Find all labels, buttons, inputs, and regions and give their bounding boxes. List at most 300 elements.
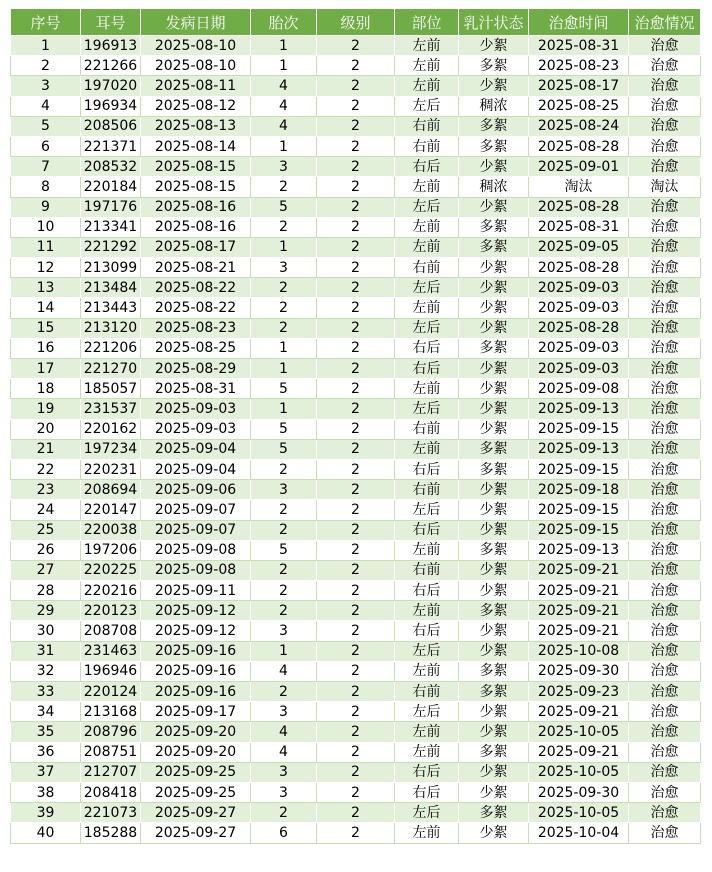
cell-grade: 2 — [317, 661, 395, 681]
table-row — [11, 742, 701, 762]
cell-outcome: 淘汰 — [629, 177, 701, 197]
table-row — [11, 116, 701, 136]
cell-onset-date: 2025-09-16 — [141, 661, 251, 681]
cell-parity: 1 — [251, 56, 317, 76]
cell-onset-date: 2025-08-11 — [141, 76, 251, 96]
cell-outcome: 治愈 — [629, 136, 701, 156]
cell-index: 27 — [11, 560, 81, 580]
table-row — [11, 520, 701, 540]
cell-index: 10 — [11, 217, 81, 237]
cell-onset-date: 2025-09-03 — [141, 419, 251, 439]
table-row — [11, 722, 701, 742]
cell-onset-date: 2025-09-08 — [141, 560, 251, 580]
cell-onset-date: 2025-08-31 — [141, 379, 251, 399]
cell-parity: 2 — [251, 581, 317, 601]
cell-parity: 5 — [251, 379, 317, 399]
cell-milk-state: 少絮 — [459, 762, 529, 782]
cell-onset-date: 2025-08-25 — [141, 338, 251, 358]
cell-quarter: 左前 — [395, 76, 459, 96]
cell-cure-date: 2025-08-17 — [529, 76, 629, 96]
cell-onset-date: 2025-08-15 — [141, 177, 251, 197]
cell-parity: 1 — [251, 359, 317, 379]
cell-index: 40 — [11, 823, 81, 843]
cell-grade: 2 — [317, 803, 395, 823]
cell-cure-date: 2025-09-21 — [529, 601, 629, 621]
cell-ear-id: 213443 — [81, 298, 141, 318]
cell-parity: 2 — [251, 177, 317, 197]
cell-index: 28 — [11, 581, 81, 601]
cell-cure-date: 2025-09-15 — [529, 520, 629, 540]
cell-outcome: 治愈 — [629, 722, 701, 742]
cell-milk-state: 多絮 — [459, 217, 529, 237]
cell-ear-id: 196934 — [81, 96, 141, 116]
cell-milk-state: 少絮 — [459, 278, 529, 298]
cell-outcome: 治愈 — [629, 439, 701, 459]
cell-parity: 4 — [251, 722, 317, 742]
table-row — [11, 278, 701, 298]
table-row — [11, 500, 701, 520]
cell-parity: 4 — [251, 742, 317, 762]
cell-grade: 2 — [317, 56, 395, 76]
cell-onset-date: 2025-08-23 — [141, 318, 251, 338]
cell-ear-id: 220231 — [81, 459, 141, 479]
cell-ear-id: 185288 — [81, 823, 141, 843]
cell-index: 11 — [11, 237, 81, 257]
cell-ear-id: 212707 — [81, 762, 141, 782]
cell-outcome: 治愈 — [629, 399, 701, 419]
cell-cure-date: 2025-09-15 — [529, 419, 629, 439]
cell-parity: 3 — [251, 621, 317, 641]
table-row — [11, 56, 701, 76]
table-row — [11, 379, 701, 399]
cell-cure-date: 2025-09-15 — [529, 459, 629, 479]
table-row — [11, 540, 701, 560]
cell-quarter: 左后 — [395, 641, 459, 661]
cell-milk-state: 多絮 — [459, 136, 529, 156]
header-cell-grade: 级别 — [317, 9, 395, 36]
cell-onset-date: 2025-09-06 — [141, 480, 251, 500]
cell-parity: 1 — [251, 36, 317, 56]
cell-milk-state: 多絮 — [459, 682, 529, 702]
table-row — [11, 762, 701, 782]
cell-milk-state: 少絮 — [459, 197, 529, 217]
cell-cure-date: 2025-09-08 — [529, 379, 629, 399]
cell-index: 36 — [11, 742, 81, 762]
cell-milk-state: 多絮 — [459, 803, 529, 823]
cell-parity: 2 — [251, 459, 317, 479]
cell-grade: 2 — [317, 237, 395, 257]
cell-cure-date: 2025-08-24 — [529, 116, 629, 136]
cell-milk-state: 少絮 — [459, 157, 529, 177]
cell-parity: 3 — [251, 258, 317, 278]
cell-cure-date: 2025-09-18 — [529, 480, 629, 500]
cell-ear-id: 208532 — [81, 157, 141, 177]
cell-index: 6 — [11, 136, 81, 156]
cell-onset-date: 2025-09-16 — [141, 682, 251, 702]
cell-cure-date: 2025-10-05 — [529, 803, 629, 823]
cell-parity: 4 — [251, 96, 317, 116]
cell-quarter: 右前 — [395, 258, 459, 278]
cell-grade: 2 — [317, 399, 395, 419]
cell-cure-date: 2025-09-21 — [529, 581, 629, 601]
cell-ear-id: 221266 — [81, 56, 141, 76]
cell-milk-state: 少絮 — [459, 419, 529, 439]
cell-outcome: 治愈 — [629, 661, 701, 681]
cell-milk-state: 多絮 — [459, 56, 529, 76]
cell-quarter: 左前 — [395, 298, 459, 318]
cell-cure-date: 2025-09-13 — [529, 399, 629, 419]
cell-grade: 2 — [317, 318, 395, 338]
cell-ear-id: 221270 — [81, 359, 141, 379]
cell-parity: 5 — [251, 439, 317, 459]
cell-cure-date: 2025-09-13 — [529, 439, 629, 459]
cell-index: 21 — [11, 439, 81, 459]
cell-grade: 2 — [317, 540, 395, 560]
cell-milk-state: 稠浓 — [459, 96, 529, 116]
cell-parity: 5 — [251, 419, 317, 439]
cell-quarter: 左前 — [395, 722, 459, 742]
table-row — [11, 621, 701, 641]
table-row — [11, 157, 701, 177]
cell-index: 37 — [11, 762, 81, 782]
cell-ear-id: 213099 — [81, 258, 141, 278]
cell-parity: 4 — [251, 116, 317, 136]
cell-grade: 2 — [317, 258, 395, 278]
cell-quarter: 右前 — [395, 419, 459, 439]
cell-outcome: 治愈 — [629, 96, 701, 116]
cell-ear-id: 213168 — [81, 702, 141, 722]
table-row — [11, 601, 701, 621]
table-row — [11, 459, 701, 479]
cell-onset-date: 2025-09-07 — [141, 500, 251, 520]
cell-ear-id: 220123 — [81, 601, 141, 621]
table-row — [11, 702, 701, 722]
cell-quarter: 左前 — [395, 540, 459, 560]
cell-quarter: 左前 — [395, 379, 459, 399]
cell-ear-id: 208708 — [81, 621, 141, 641]
cell-grade: 2 — [317, 581, 395, 601]
cell-milk-state: 少絮 — [459, 318, 529, 338]
cell-index: 22 — [11, 459, 81, 479]
cell-quarter: 右前 — [395, 136, 459, 156]
cell-quarter: 右后 — [395, 762, 459, 782]
cell-cure-date: 2025-09-13 — [529, 540, 629, 560]
cell-quarter: 右后 — [395, 359, 459, 379]
cell-milk-state: 少絮 — [459, 36, 529, 56]
cell-outcome: 治愈 — [629, 823, 701, 843]
cell-grade: 2 — [317, 823, 395, 843]
cell-parity: 3 — [251, 762, 317, 782]
cell-grade: 2 — [317, 742, 395, 762]
table-row — [11, 318, 701, 338]
cell-outcome: 治愈 — [629, 318, 701, 338]
cell-grade: 2 — [317, 702, 395, 722]
cell-parity: 2 — [251, 803, 317, 823]
cell-milk-state: 少絮 — [459, 581, 529, 601]
data-table — [10, 8, 701, 844]
cell-index: 8 — [11, 177, 81, 197]
cell-cure-date: 2025-10-05 — [529, 722, 629, 742]
header-cell-quarter: 部位 — [395, 9, 459, 36]
cell-onset-date: 2025-08-13 — [141, 116, 251, 136]
cell-ear-id: 213120 — [81, 318, 141, 338]
cell-outcome: 治愈 — [629, 581, 701, 601]
cell-quarter: 左前 — [395, 56, 459, 76]
cell-quarter: 右后 — [395, 338, 459, 358]
cell-milk-state: 多絮 — [459, 338, 529, 358]
cell-cure-date: 2025-09-15 — [529, 500, 629, 520]
cell-quarter: 左后 — [395, 96, 459, 116]
header-cell-cure-date: 治愈时间 — [529, 9, 629, 36]
cell-grade: 2 — [317, 601, 395, 621]
cell-index: 30 — [11, 621, 81, 641]
cell-outcome: 治愈 — [629, 56, 701, 76]
cell-index: 25 — [11, 520, 81, 540]
table-row — [11, 439, 701, 459]
cell-outcome: 治愈 — [629, 217, 701, 237]
cell-ear-id: 220184 — [81, 177, 141, 197]
cell-cure-date: 2025-09-03 — [529, 298, 629, 318]
table-row — [11, 641, 701, 661]
cell-milk-state: 少絮 — [459, 520, 529, 540]
cell-index: 24 — [11, 500, 81, 520]
cell-index: 14 — [11, 298, 81, 318]
cell-quarter: 左后 — [395, 278, 459, 298]
cell-quarter: 左前 — [395, 36, 459, 56]
cell-index: 1 — [11, 36, 81, 56]
cell-quarter: 左后 — [395, 803, 459, 823]
cell-parity: 5 — [251, 197, 317, 217]
cell-outcome: 治愈 — [629, 762, 701, 782]
cell-cure-date: 2025-09-03 — [529, 338, 629, 358]
cell-outcome: 治愈 — [629, 278, 701, 298]
cell-grade: 2 — [317, 36, 395, 56]
header-cell-outcome: 治愈情况 — [629, 9, 701, 36]
cell-outcome: 治愈 — [629, 157, 701, 177]
cell-cure-date: 2025-08-31 — [529, 217, 629, 237]
header-cell-parity: 胎次 — [251, 9, 317, 36]
cell-index: 23 — [11, 480, 81, 500]
table-row — [11, 197, 701, 217]
header-cell-milk-state: 乳汁状态 — [459, 9, 529, 36]
cell-index: 38 — [11, 782, 81, 802]
table-row — [11, 359, 701, 379]
cell-index: 12 — [11, 258, 81, 278]
cell-quarter: 右后 — [395, 157, 459, 177]
cell-milk-state: 少絮 — [459, 298, 529, 318]
cell-milk-state: 少絮 — [459, 702, 529, 722]
cell-index: 15 — [11, 318, 81, 338]
cell-parity: 4 — [251, 76, 317, 96]
cell-parity: 2 — [251, 682, 317, 702]
cell-outcome: 治愈 — [629, 520, 701, 540]
cell-quarter: 右前 — [395, 116, 459, 136]
cell-ear-id: 220038 — [81, 520, 141, 540]
cell-outcome: 治愈 — [629, 682, 701, 702]
cell-grade: 2 — [317, 379, 395, 399]
cell-cure-date: 淘汰 — [529, 177, 629, 197]
table-row — [11, 217, 701, 237]
cell-ear-id: 208694 — [81, 480, 141, 500]
cell-outcome: 治愈 — [629, 459, 701, 479]
cell-cure-date: 2025-09-03 — [529, 359, 629, 379]
cell-cure-date: 2025-09-05 — [529, 237, 629, 257]
cell-onset-date: 2025-08-29 — [141, 359, 251, 379]
cell-cure-date: 2025-08-23 — [529, 56, 629, 76]
cell-parity: 3 — [251, 782, 317, 802]
cell-index: 31 — [11, 641, 81, 661]
cell-ear-id: 220124 — [81, 682, 141, 702]
cell-parity: 2 — [251, 298, 317, 318]
table-row — [11, 661, 701, 681]
cell-index: 34 — [11, 702, 81, 722]
cell-outcome: 治愈 — [629, 359, 701, 379]
cell-grade: 2 — [317, 480, 395, 500]
cell-outcome: 治愈 — [629, 480, 701, 500]
cell-cure-date: 2025-09-21 — [529, 702, 629, 722]
cell-grade: 2 — [317, 338, 395, 358]
header-row — [11, 9, 701, 36]
header-cell-index: 序号 — [11, 9, 81, 36]
cell-grade: 2 — [317, 459, 395, 479]
table-row — [11, 419, 701, 439]
table-body — [11, 36, 701, 844]
cell-onset-date: 2025-09-12 — [141, 601, 251, 621]
table-row — [11, 36, 701, 56]
cell-parity: 1 — [251, 338, 317, 358]
cell-quarter: 左前 — [395, 742, 459, 762]
cell-grade: 2 — [317, 641, 395, 661]
cell-parity: 2 — [251, 318, 317, 338]
cell-quarter: 右前 — [395, 560, 459, 580]
cell-ear-id: 220225 — [81, 560, 141, 580]
cell-onset-date: 2025-09-03 — [141, 399, 251, 419]
cell-onset-date: 2025-09-27 — [141, 823, 251, 843]
cell-parity: 2 — [251, 560, 317, 580]
table-row — [11, 560, 701, 580]
cell-quarter: 左前 — [395, 217, 459, 237]
cell-grade: 2 — [317, 722, 395, 742]
cell-parity: 2 — [251, 601, 317, 621]
cell-quarter: 左后 — [395, 318, 459, 338]
cell-cure-date: 2025-09-21 — [529, 560, 629, 580]
cell-quarter: 右后 — [395, 520, 459, 540]
cell-outcome: 治愈 — [629, 419, 701, 439]
cell-index: 19 — [11, 399, 81, 419]
table-row — [11, 76, 701, 96]
cell-milk-state: 少絮 — [459, 641, 529, 661]
cell-quarter: 左前 — [395, 601, 459, 621]
cell-grade: 2 — [317, 560, 395, 580]
cell-cure-date: 2025-09-30 — [529, 661, 629, 681]
cell-parity: 3 — [251, 702, 317, 722]
cell-onset-date: 2025-08-22 — [141, 298, 251, 318]
cell-outcome: 治愈 — [629, 742, 701, 762]
cell-ear-id: 185057 — [81, 379, 141, 399]
cell-onset-date: 2025-08-15 — [141, 157, 251, 177]
cell-parity: 2 — [251, 520, 317, 540]
cell-parity: 3 — [251, 480, 317, 500]
cell-milk-state: 多絮 — [459, 661, 529, 681]
cell-milk-state: 多絮 — [459, 601, 529, 621]
cell-ear-id: 208751 — [81, 742, 141, 762]
cell-onset-date: 2025-08-16 — [141, 197, 251, 217]
cell-grade: 2 — [317, 359, 395, 379]
cell-ear-id: 197206 — [81, 540, 141, 560]
cell-onset-date: 2025-09-20 — [141, 722, 251, 742]
cell-outcome: 治愈 — [629, 237, 701, 257]
cell-quarter: 右后 — [395, 459, 459, 479]
cell-parity: 1 — [251, 136, 317, 156]
cell-index: 26 — [11, 540, 81, 560]
cell-outcome: 治愈 — [629, 36, 701, 56]
cell-ear-id: 197234 — [81, 439, 141, 459]
cell-outcome: 治愈 — [629, 702, 701, 722]
cell-cure-date: 2025-08-31 — [529, 36, 629, 56]
cell-parity: 1 — [251, 641, 317, 661]
cell-index: 35 — [11, 722, 81, 742]
cell-parity: 5 — [251, 540, 317, 560]
cell-cure-date: 2025-10-04 — [529, 823, 629, 843]
cell-quarter: 右后 — [395, 782, 459, 802]
cell-milk-state: 多絮 — [459, 116, 529, 136]
cell-quarter: 左后 — [395, 702, 459, 722]
table-row — [11, 338, 701, 358]
cell-milk-state: 多絮 — [459, 439, 529, 459]
cell-onset-date: 2025-08-12 — [141, 96, 251, 116]
cell-cure-date: 2025-08-28 — [529, 197, 629, 217]
cell-onset-date: 2025-09-25 — [141, 762, 251, 782]
cell-parity: 1 — [251, 399, 317, 419]
cell-cure-date: 2025-08-28 — [529, 258, 629, 278]
cell-index: 33 — [11, 682, 81, 702]
cell-index: 3 — [11, 76, 81, 96]
cell-outcome: 治愈 — [629, 601, 701, 621]
cell-outcome: 治愈 — [629, 641, 701, 661]
cell-ear-id: 197176 — [81, 197, 141, 217]
table-row — [11, 399, 701, 419]
cell-outcome: 治愈 — [629, 803, 701, 823]
cell-index: 9 — [11, 197, 81, 217]
cell-quarter: 左前 — [395, 439, 459, 459]
cell-ear-id: 220162 — [81, 419, 141, 439]
cell-outcome: 治愈 — [629, 76, 701, 96]
cell-milk-state: 多絮 — [459, 540, 529, 560]
cell-milk-state: 多絮 — [459, 459, 529, 479]
cell-cure-date: 2025-09-21 — [529, 742, 629, 762]
cell-outcome: 治愈 — [629, 258, 701, 278]
table-row — [11, 237, 701, 257]
cell-milk-state: 少絮 — [459, 722, 529, 742]
cell-cure-date: 2025-10-05 — [529, 762, 629, 782]
cell-milk-state: 少絮 — [459, 480, 529, 500]
cell-milk-state: 少絮 — [459, 560, 529, 580]
cell-cure-date: 2025-09-30 — [529, 782, 629, 802]
cell-quarter: 左前 — [395, 661, 459, 681]
cell-cure-date: 2025-10-08 — [529, 641, 629, 661]
cell-onset-date: 2025-09-07 — [141, 520, 251, 540]
cell-quarter: 左后 — [395, 500, 459, 520]
cell-ear-id: 208506 — [81, 116, 141, 136]
cell-cure-date: 2025-09-21 — [529, 621, 629, 641]
cell-milk-state: 少絮 — [459, 500, 529, 520]
cell-outcome: 治愈 — [629, 379, 701, 399]
cell-outcome: 治愈 — [629, 500, 701, 520]
cell-onset-date: 2025-08-17 — [141, 237, 251, 257]
table-row — [11, 96, 701, 116]
cell-onset-date: 2025-09-17 — [141, 702, 251, 722]
cell-milk-state: 多絮 — [459, 742, 529, 762]
